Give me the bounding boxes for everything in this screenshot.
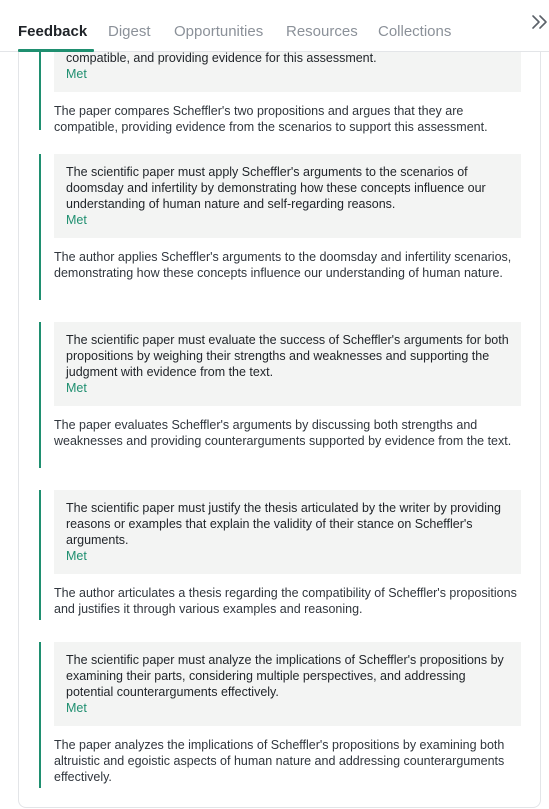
- criterion-text: The scientific paper must apply Scheffler's arguments to the scenarios of doomsday and infertility by demonstrating how these concepts influence our understanding of human nature and self-regarding reasons.: [66, 165, 486, 211]
- tab-opportunities[interactable]: Opportunities: [174, 23, 264, 40]
- tab-feedback[interactable]: Feedback: [18, 23, 88, 40]
- feedback-item: [39, 490, 521, 620]
- explanation-text: The paper analyzes the implications of Scheffler's propositions by examining both altruistic and egoistic aspects of human nature and addressing counterarguments effectively.: [54, 738, 505, 784]
- feedback-item: [39, 52, 521, 134]
- status-label: Met: [66, 381, 87, 395]
- feedback-item: [39, 154, 521, 300]
- tab-digest[interactable]: Digest: [108, 23, 151, 40]
- criterion-box: [54, 322, 521, 406]
- explanation-text: The paper evaluates Scheffler's arguments by discussing both strengths and weaknesses and providing counterarguments supported by evidence from the text.: [54, 418, 512, 448]
- collapse-panel-button[interactable]: [531, 14, 549, 30]
- criterion-box: [54, 52, 521, 92]
- tab-bar: [0, 0, 549, 52]
- double-chevron-right-icon: [531, 14, 549, 30]
- status-label: Met: [66, 213, 87, 227]
- status-label: Met: [66, 549, 87, 563]
- feedback-item: [39, 642, 521, 788]
- feedback-panel: [18, 52, 541, 808]
- criterion-text: The scientific paper must justify the thesis articulated by the writer by providing reasons or examples that explain the validity of their stance on Scheffler's arguments.: [66, 501, 501, 547]
- active-tab-indicator: [18, 49, 94, 52]
- explanation-text: The paper compares Scheffler's two propositions and argues that they are compatible, providing evidence from the scenarios to support this assessment.: [54, 104, 488, 134]
- explanation-text: The author articulates a thesis regarding the compatibility of Scheffler's propositions and justifies it through various examples and reasoning.: [54, 586, 517, 616]
- tab-resources[interactable]: Resources: [286, 23, 358, 40]
- feedback-item: [39, 322, 521, 468]
- criterion-box: [54, 490, 521, 574]
- criterion-text: compatible, and providing evidence for this assessment.: [66, 52, 377, 65]
- status-label: Met: [66, 67, 87, 81]
- status-label: Met: [66, 701, 87, 715]
- explanation-text: The author applies Scheffler's arguments to the doomsday and infertility scenarios, demonstrating how these concepts influence our understanding of human nature.: [54, 250, 512, 280]
- criterion-text: The scientific paper must evaluate the success of Scheffler's arguments for both propositions by weighing their strengths and weaknesses and supporting the judgment with evidence from the text.: [66, 333, 509, 379]
- tab-collections[interactable]: Collections: [378, 23, 452, 40]
- criterion-text: The scientific paper must analyze the implications of Scheffler's propositions by examining their parts, considering multiple perspectives, and addressing potential counterarguments effectively.: [66, 653, 504, 699]
- criterion-box: [54, 154, 521, 238]
- criterion-box: [54, 642, 521, 726]
